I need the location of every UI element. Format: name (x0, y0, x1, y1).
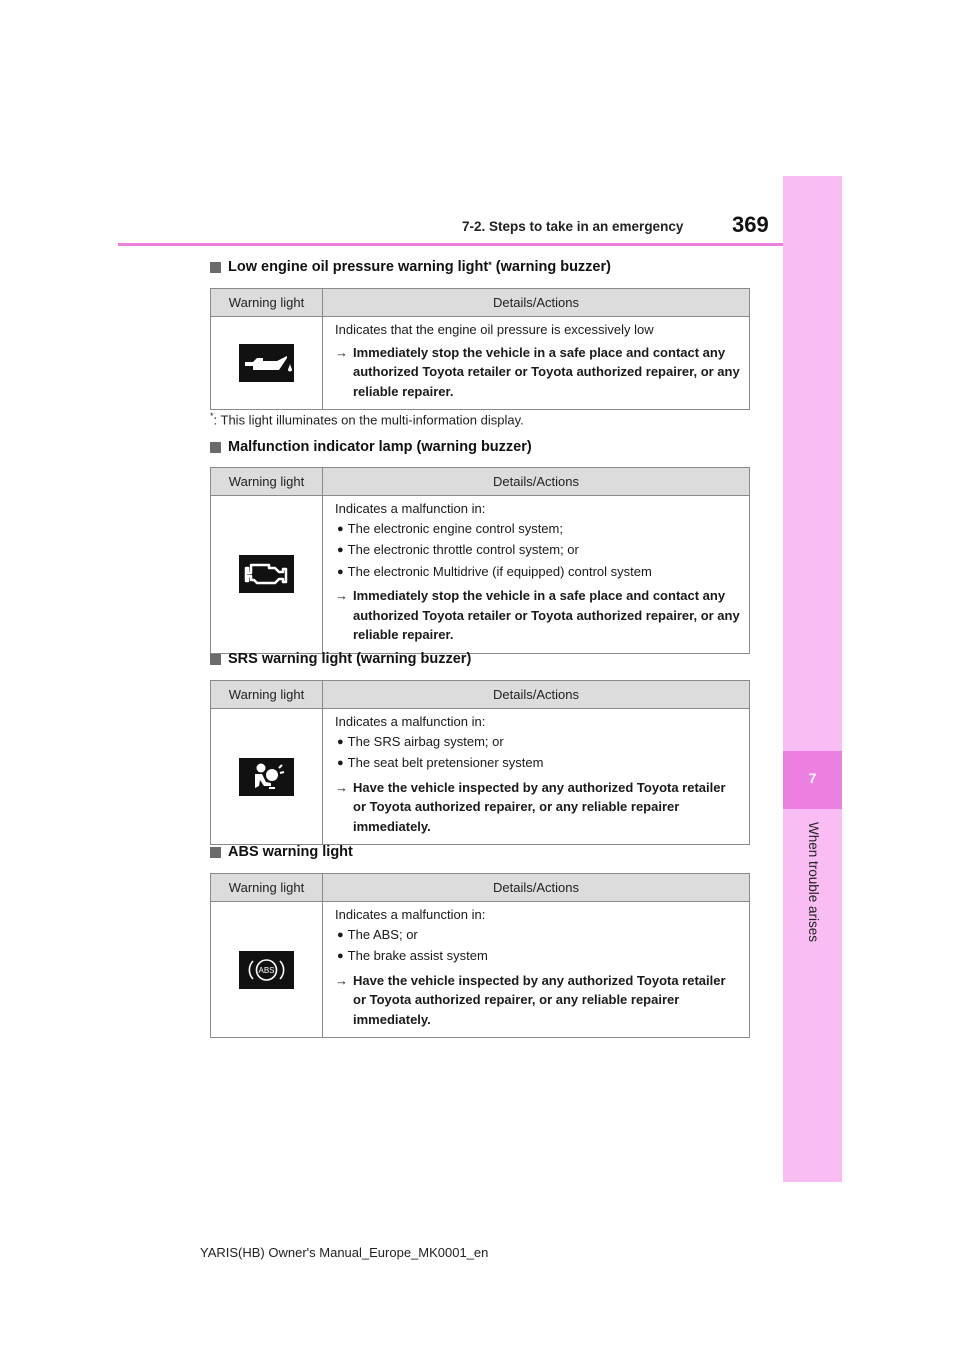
details-cell (323, 902, 750, 1038)
icon-cell (211, 496, 323, 654)
abs-icon (239, 951, 294, 989)
action-label: Immediately stop the vehicle in a safe place and contact any authorized Toyota retailer or Toyota authorized repairer, or any reliable repairer. (353, 588, 740, 642)
arrow-icon: → (335, 344, 348, 360)
warning-table-oil-pressure (210, 288, 750, 410)
action-text (335, 971, 741, 1030)
section-heading-oil-pressure (210, 259, 611, 275)
footer-manual-id: YARIS(HB) Owner's Manual_Europe_MK0001_en (200, 1245, 489, 1260)
details-intro: Indicates a malfunction in: (335, 501, 486, 516)
details-intro: Indicates a malfunction in: (335, 907, 486, 922)
heading-square (210, 847, 221, 858)
table-row (211, 317, 750, 410)
list-item: ● The brake assist system (335, 946, 741, 968)
list-item: ● The ABS; or (335, 925, 741, 947)
table-row (211, 709, 750, 845)
chapter-title: When trouble arises (806, 822, 821, 943)
heading-text: ABS warning light (228, 844, 353, 860)
heading-square (210, 442, 221, 453)
table-header-details: Details/Actions (323, 874, 750, 902)
details-cell (323, 496, 750, 654)
table-header-warning-light: Warning light (211, 874, 323, 902)
header-rule (118, 243, 783, 246)
action-label: Have the vehicle inspected by any authorized Toyota retailer or Toyota authorized repairer, or any reliable repairer immediately. (353, 972, 726, 1027)
table-header-warning-light: Warning light (211, 289, 323, 317)
details-intro: Indicates that the engine oil pressure is excessively low (335, 322, 654, 337)
warning-table-malfunction-lamp (210, 467, 750, 654)
icon-cell (211, 317, 323, 410)
details-cell (323, 317, 750, 410)
details-intro: Indicates a malfunction in: (335, 714, 486, 729)
footnote-text: : This light illuminates on the multi-information display. (213, 412, 524, 428)
table-row (211, 496, 750, 654)
list-item: ● The seat belt pretensioner system (335, 753, 741, 775)
heading-suffix: (warning buzzer) (491, 259, 611, 275)
section-heading-abs (210, 844, 353, 860)
heading-square (210, 262, 221, 273)
list-item: ● The electronic engine control system; (335, 519, 741, 541)
page-number: 369 (732, 212, 769, 237)
list-item: ● The electronic throttle control system; or (335, 540, 741, 562)
arrow-icon: → (335, 588, 348, 603)
heading-text: Low engine oil pressure warning light (228, 259, 489, 275)
oil-pressure-icon (239, 344, 294, 382)
action-label: Immediately stop the vehicle in a safe place and contact any authorized Toyota retailer or Toyota authorized repairer, or any reliable repairer. (353, 344, 740, 399)
details-cell (323, 709, 750, 845)
section-heading-malfunction-lamp (210, 439, 532, 455)
table-header-details: Details/Actions (323, 681, 750, 709)
list-item: ● The SRS airbag system; or (335, 732, 741, 754)
section-heading-srs (210, 651, 471, 667)
srs-airbag-icon (239, 758, 294, 796)
warning-table-abs (210, 873, 750, 1038)
abs-icon-label: ABS (258, 965, 275, 975)
table-header-warning-light: Warning light (211, 468, 323, 496)
footnote (210, 411, 524, 427)
footnote-mark: * (210, 411, 214, 421)
warning-table-srs (210, 680, 750, 845)
action-text (335, 343, 741, 402)
arrow-icon: → (335, 972, 348, 988)
heading-footnote-mark: * (488, 260, 492, 270)
arrow-icon: → (335, 779, 348, 795)
icon-cell (211, 902, 323, 1038)
action-label: Have the vehicle inspected by any authorized Toyota retailer or Toyota authorized repairer, or any reliable repairer immediately. (353, 779, 726, 834)
list-item: ● The electronic Multidrive (if equipped) control system (335, 562, 741, 584)
action-text (335, 586, 741, 645)
icon-cell (211, 709, 323, 845)
action-text (335, 778, 741, 837)
engine-check-icon (239, 555, 294, 593)
heading-text: Malfunction indicator lamp (warning buzzer) (228, 439, 532, 455)
table-header-details: Details/Actions (323, 468, 750, 496)
heading-square (210, 654, 221, 665)
table-header-details: Details/Actions (323, 289, 750, 317)
chapter-number: 7 (808, 770, 817, 786)
section-title: 7-2. Steps to take in an emergency (462, 219, 684, 234)
heading-text: SRS warning light (warning buzzer) (228, 651, 472, 667)
table-header-warning-light: Warning light (211, 681, 323, 709)
chapter-side-tab (783, 176, 842, 1182)
table-row (211, 902, 750, 1038)
